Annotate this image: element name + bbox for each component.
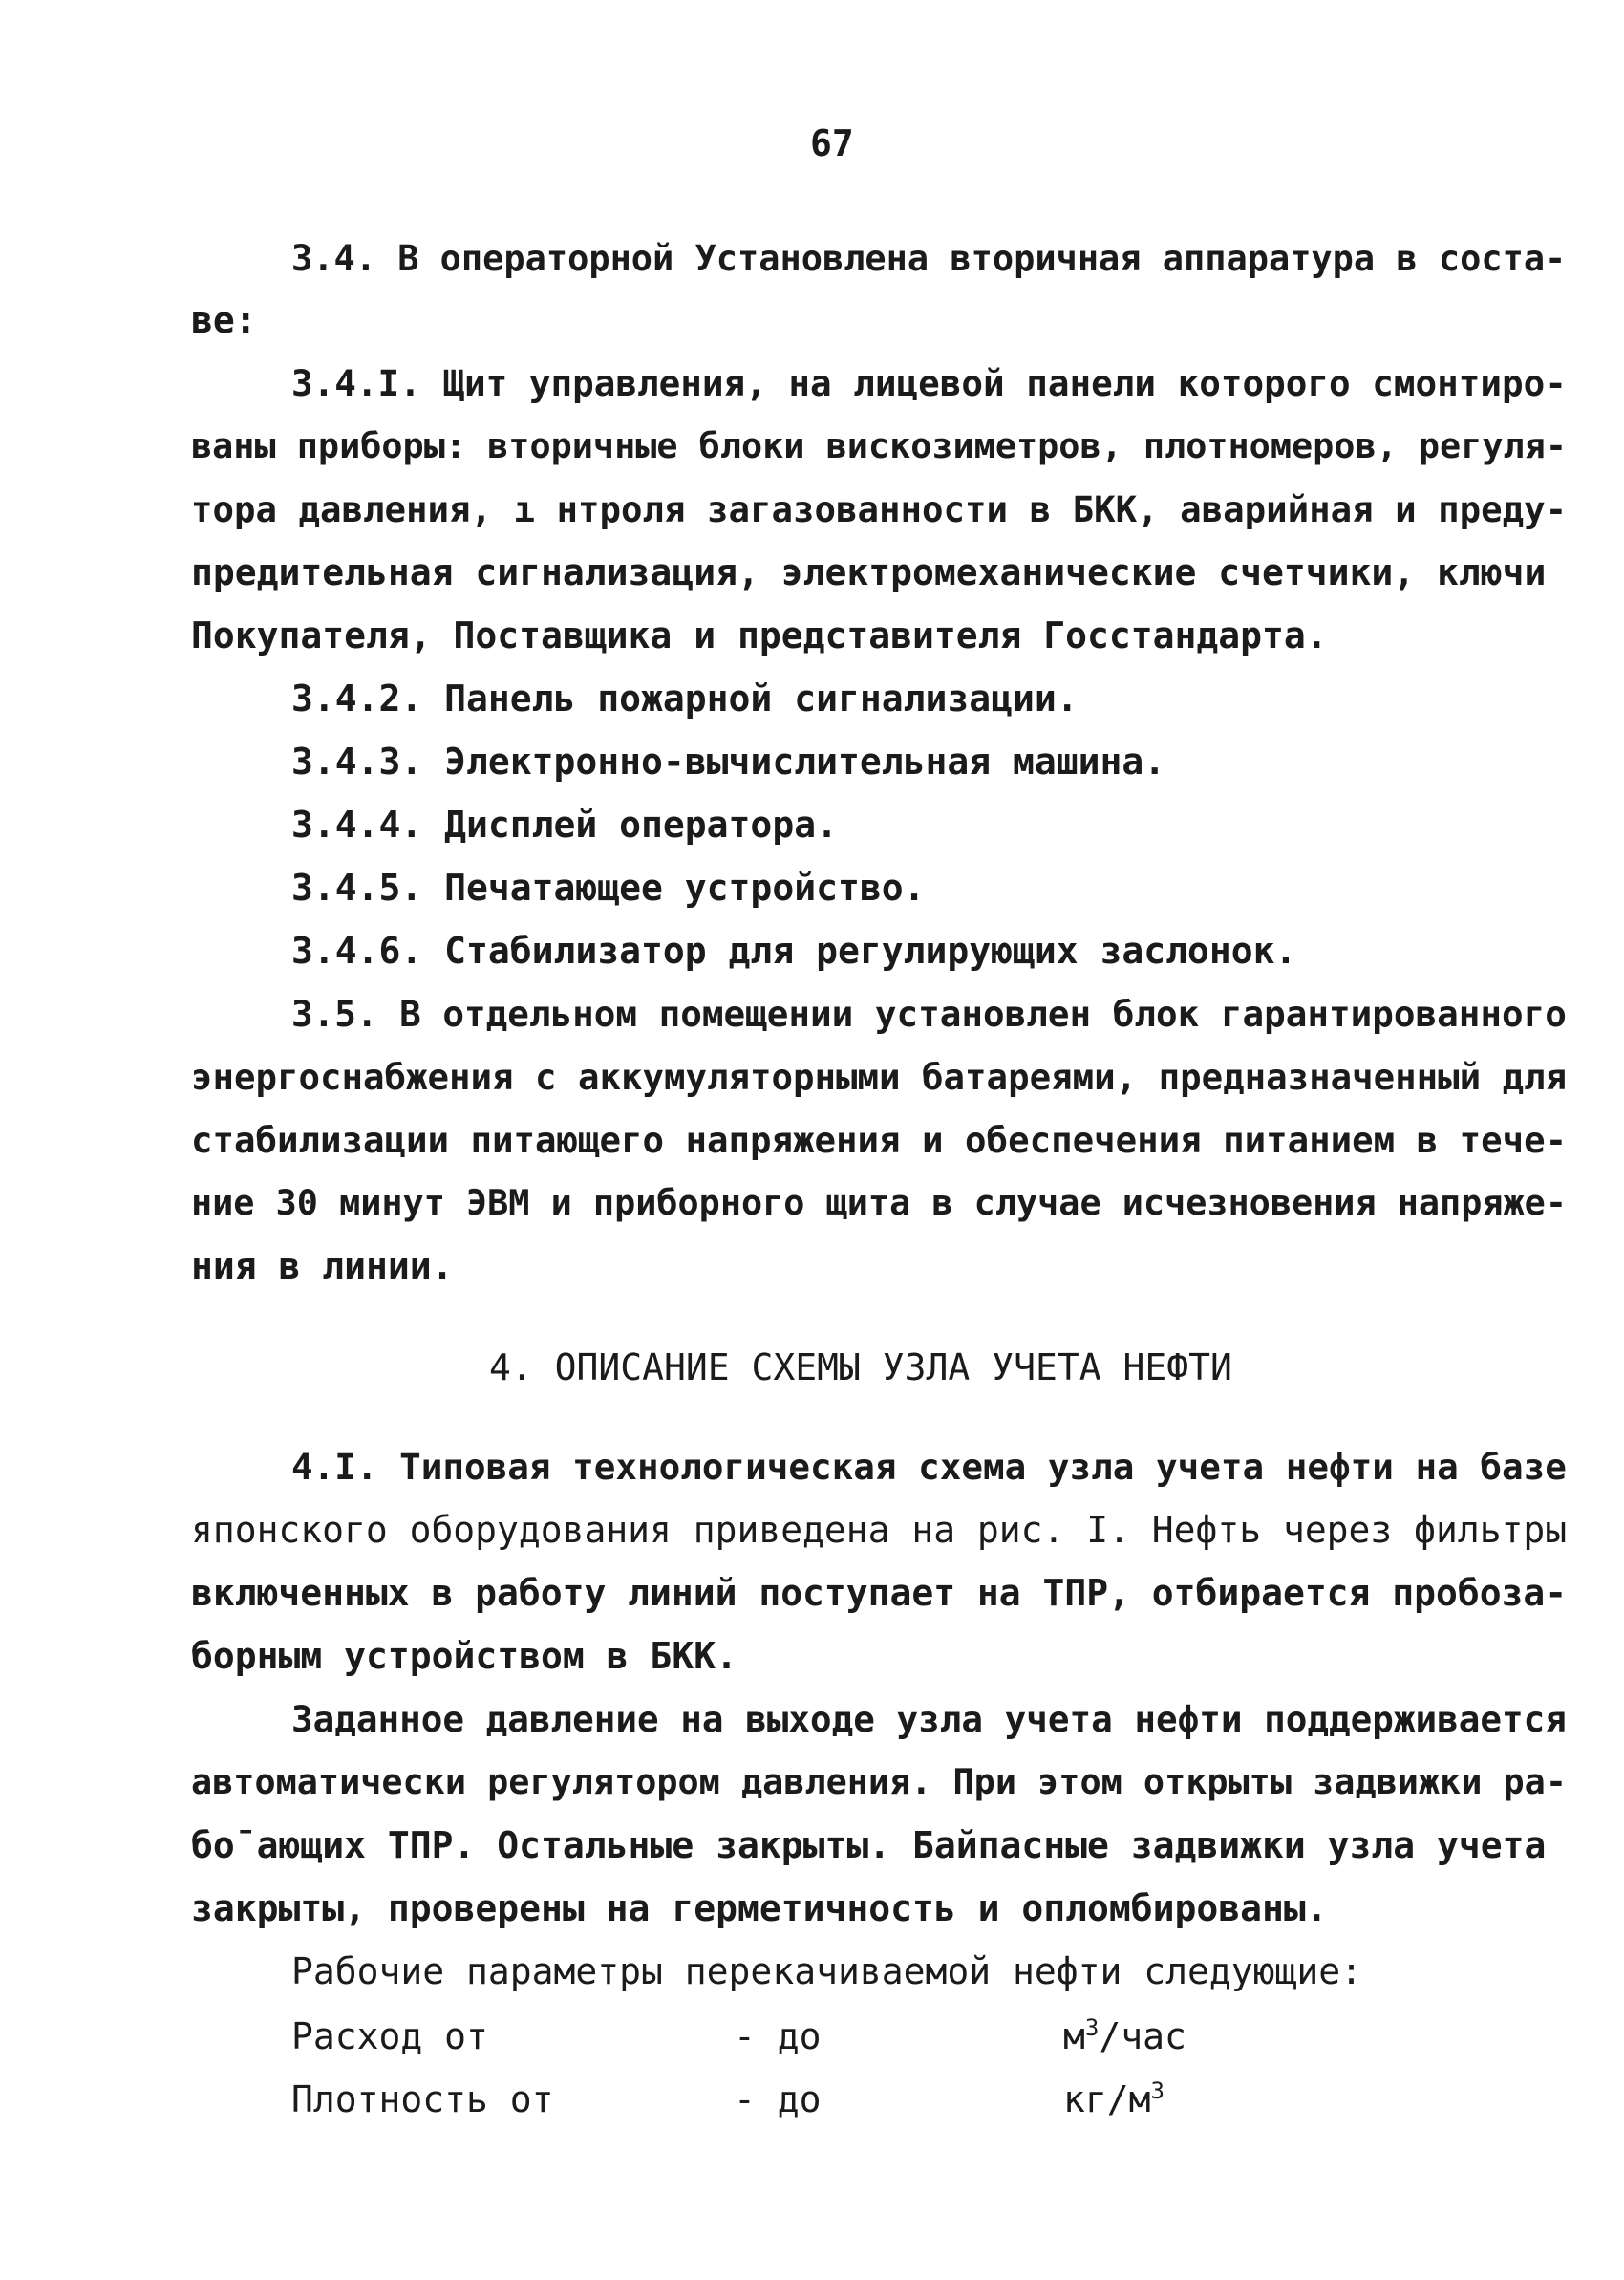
text-line: 3.4.4. Дисплей оператора. xyxy=(291,804,838,846)
text-line: борным устройством в БКК. xyxy=(191,1635,737,1677)
text-line: Заданное давление на выходе узла учета нефти поддерживается xyxy=(291,1698,1567,1740)
text-line: 3.4.I. Щит управления, на лицевой панели которого смонтиро- xyxy=(291,362,1567,404)
text-line: автоматически регулятором давления. При этом открыты задвижки ра- xyxy=(191,1761,1567,1802)
text-line: 3.4.5. Печатающее устройство. xyxy=(291,867,926,909)
text-line: предительная сигнализация, электромеханические счетчики, ключи xyxy=(191,551,1547,593)
text-line: 3.4.3. Электронно-вычислительная машина. xyxy=(291,741,1166,783)
param-range-to: - до xyxy=(734,2078,822,2120)
param-label: Плотность от xyxy=(291,2078,554,2120)
text-line: 3.4. В операторной Установлена вторичная аппаратура в соста- xyxy=(291,238,1567,279)
text-line: японского оборудования приведена на рис. I. Нефть через фильтры xyxy=(191,1509,1568,1551)
text-line: энергоснабжения с аккумуляторными батареями, предназначенный для xyxy=(191,1056,1568,1098)
text-line: тора давления, ı нтроля загазованности в БКК, аварийная и преду- xyxy=(191,488,1568,530)
page-number: 67 xyxy=(810,122,854,164)
text-line: ние 30 минут ЭВМ и приборного щита в случае исчезновения напряже- xyxy=(191,1182,1567,1223)
text-line: ве: xyxy=(191,299,257,341)
text-line: 3.4.2. Панель пожарной сигнализации. xyxy=(291,678,1079,720)
param-unit: $м^3$/час xyxy=(1063,2014,1186,2057)
text-line: закрыты, проверены на герметичность и опломбированы. xyxy=(191,1887,1328,1929)
text-line: ваны приборы: вторичные блоки вискозиметров, плотномеров, регуля- xyxy=(191,425,1567,466)
text-line: ния в линии. xyxy=(191,1245,454,1287)
text-line: бо¯ающих ТПР. Остальные закрыты. Байпасные задвижки узла учета xyxy=(191,1824,1547,1866)
param-range-to: - до xyxy=(734,2015,822,2057)
section-heading: 4. ОПИСАНИЕ СХЕМЫ УЗЛА УЧЕТА НЕФТИ xyxy=(489,1346,1232,1388)
param-label: Расход от xyxy=(291,2015,488,2057)
text-line: Покупателя, Поставщика и представителя Госстандарта. xyxy=(191,614,1328,656)
text-line: стабилизации питающего напряжения и обеспечения питанием в тече- xyxy=(191,1119,1568,1161)
text-line: 3.4.6. Стабилизатор для регулирующих заслонок. xyxy=(291,930,1297,972)
text-line: включенных в работу линий поступает на ТПР, отбирается пробоза- xyxy=(191,1572,1568,1614)
text-line: Рабочие параметры перекачиваемой нефти следующие: xyxy=(291,1950,1363,1992)
text-line: 4.I. Типовая технологическая схема узла учета нефти на базе xyxy=(291,1446,1567,1488)
text-line: 3.5. В отдельном помещении установлен блок гарантированного xyxy=(291,993,1567,1035)
param-unit: $кг/м^3$ xyxy=(1063,2077,1165,2120)
